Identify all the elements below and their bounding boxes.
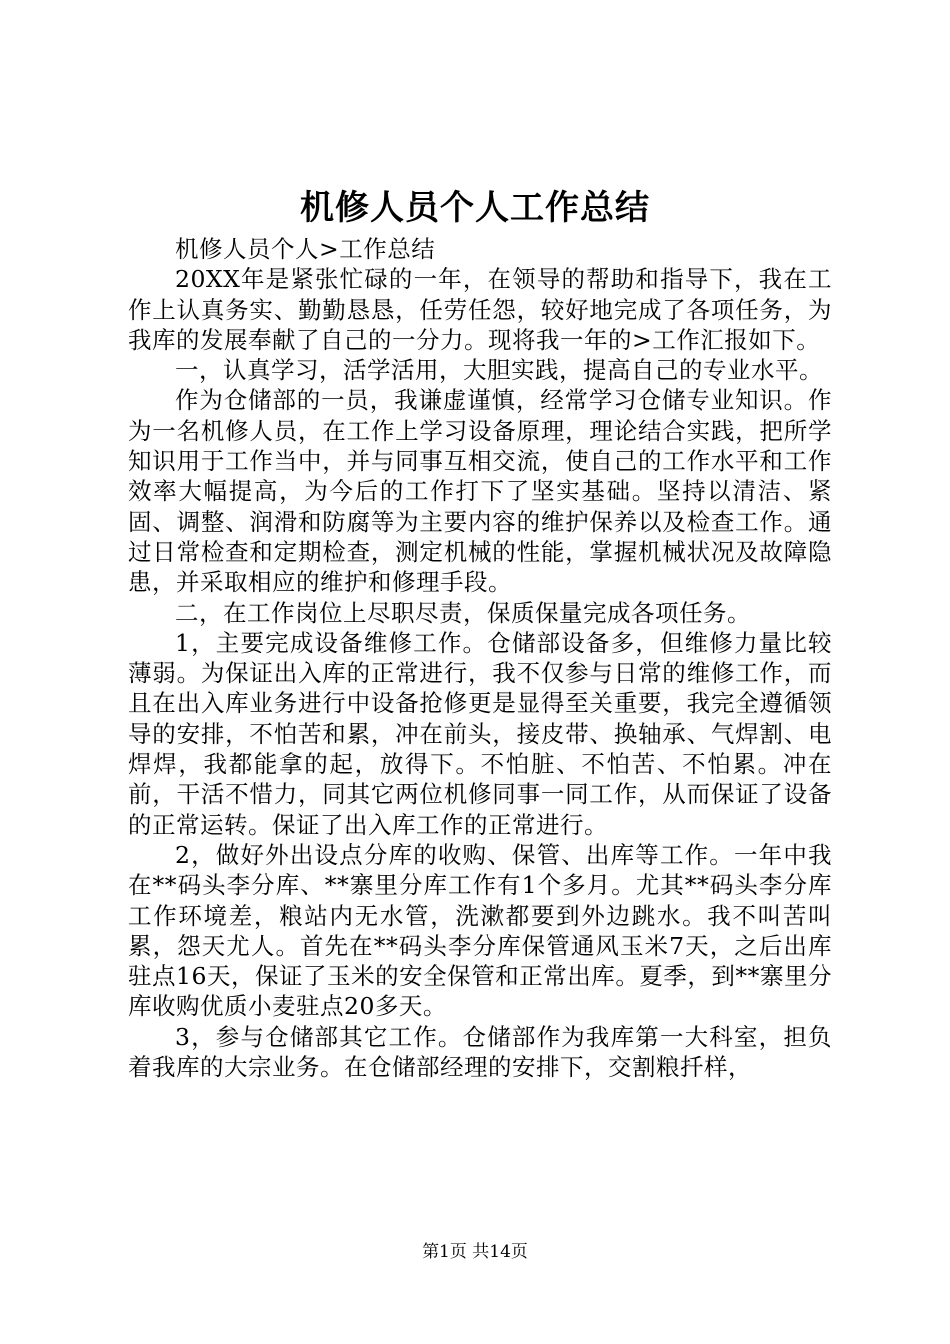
paragraph-item-1: 1，主要完成设备维修工作。仓储部设备多，但维修力量比较薄弱。为保证出入库的正常进行，我不仅参与日常的维修工作，而且在出入库业务进行中设备抢修更是显得至关重要，我完全遵循领导的安排，不怕苦和累，冲在前头，接皮带、换轴承、气焊割、电焊焊，我都能拿的起，放得下。不怕脏、不怕苦、不怕累。冲在前，干活不惜力，同其它两位机修同事一同工作，从而保证了设备的正常运转。保证了出入库工作的正常进行。 <box>128 628 832 839</box>
paragraph-subtitle: 机修人员个人>工作总结 <box>175 235 436 263</box>
section-heading-1: 一，认真学习，活学活用，大胆实践，提高自己的专业水平。 <box>175 356 823 385</box>
document-title: 机修人员个人工作总结 <box>300 188 650 228</box>
document-body <box>128 234 832 1082</box>
section-heading-2: 二，在工作岗位上尽职尽责，保质保量完成各项任务。 <box>175 598 751 627</box>
paragraph-study: 作为仓储部的一员，我谦虚谨慎，经常学习仓储专业知识。作为一名机修人员，在工作上学习设备原理，理论结合实践，把所学知识用于工作当中，并与同事互相交流，使自己的工作水平和工作效率大幅提高，为今后的工作打下了坚实基础。坚持以清洁、紧固、调整、润滑和防腐等为主要内容的维护保养以及检查工作。通过日常检查和定期检查，测定机械的性能，掌握机械状况及故障隐患，并采取相应的维护和修理手段。 <box>128 386 832 597</box>
paragraph-item-2: 2，做好外出设点分库的收购、保管、出库等工作。一年中我在**码头李分库、**寨里分库工作有1个多月。尤其**码头李分库工作环境差，粮站内无水管，洗漱都要到外边跳水。我不叫苦叫累，怨天尤人。首先在**码头李分库保管通风玉米7天，之后出库驻点16天，保证了玉米的安全保管和正常出库。夏季，到**寨里分库收购优质小麦驻点20多天。 <box>128 840 832 1021</box>
paragraph-intro: 20XX年是紧张忙碌的一年，在领导的帮助和指导下，我在工作上认真务实、勤勤恳恳，任劳任怨，较好地完成了各项任务，为我库的发展奉献了自己的一分力。现将我一年的>工作汇报如下。 <box>128 265 832 354</box>
paragraph-item-3: 3，参与仓储部其它工作。仓储部作为我库第一大科室，担负着我库的大宗业务。在仓储部经理的安排下，交割粮扦样， <box>128 1022 832 1082</box>
page-number-footer: 第1页 共14页 <box>422 1242 528 1262</box>
